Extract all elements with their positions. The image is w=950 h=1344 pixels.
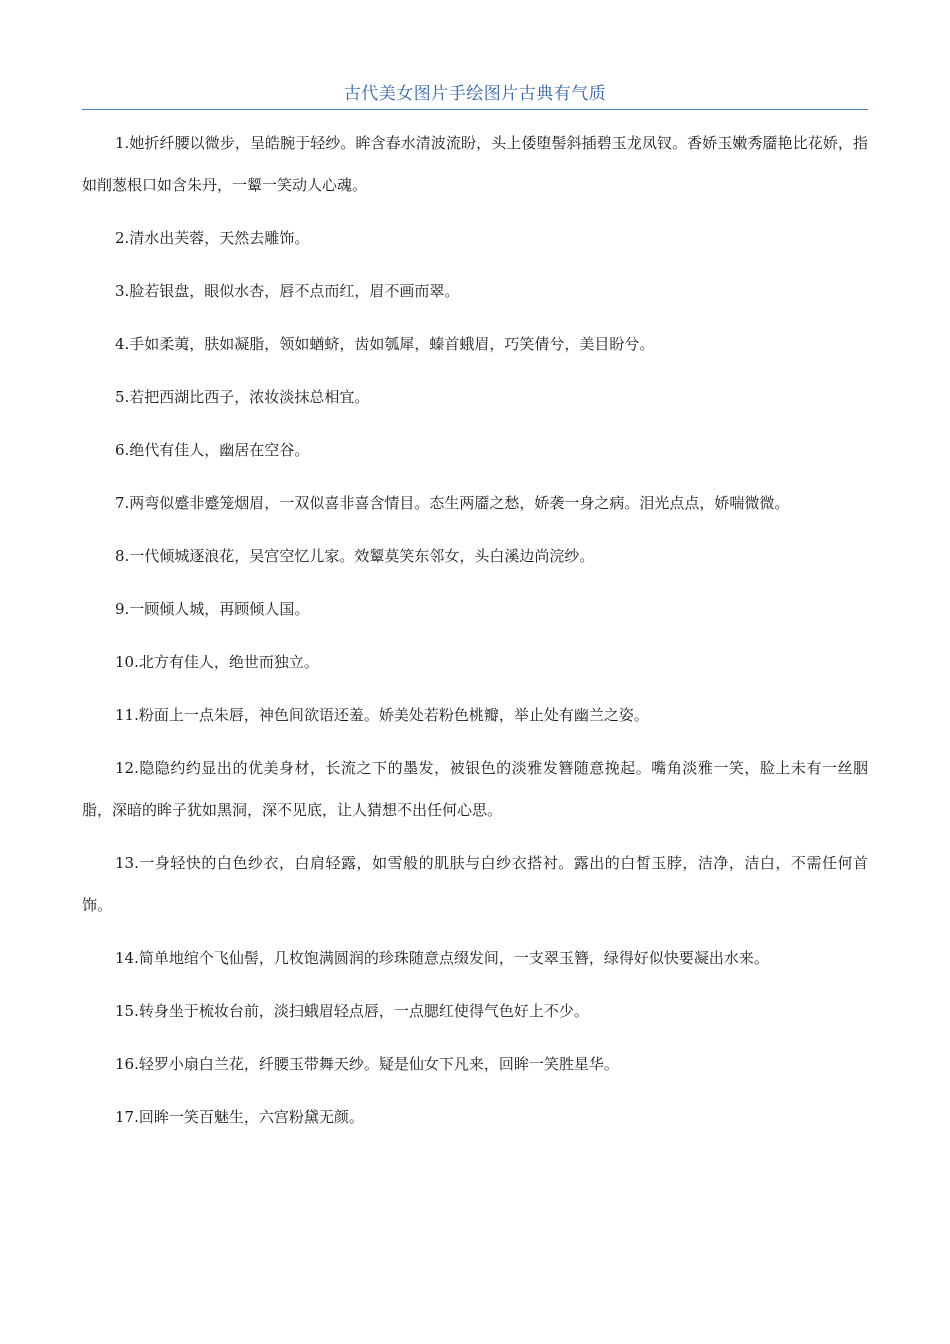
paragraph-13: 13.一身轻快的白色纱衣，白肩轻露，如雪般的肌肤与白纱衣搭衬。露出的白皙玉脖，洁净，洁白，不需任何首饰。: [82, 854, 868, 914]
paragraph-17: 17.回眸一笑百魅生，六宫粉黛无颜。: [115, 1108, 364, 1126]
paragraph-4: 4.手如柔荑，肤如凝脂，领如蝤蛴，齿如瓠犀，螓首蛾眉，巧笑倩兮，美目盼兮。: [115, 335, 655, 353]
paragraph-15: 15.转身坐于梳妆台前，淡扫蛾眉轻点唇，一点腮红使得气色好上不少。: [115, 1002, 589, 1020]
paragraph-12: 12.隐隐约约显出的优美身材，长流之下的墨发，被银色的淡雅发簪随意挽起。嘴角淡雅一笑，脸上未有一丝胭脂，深暗的眸子犹如黑洞，深不见底，让人猜想不出任何心思。: [82, 759, 868, 819]
page-header: [82, 76, 868, 110]
page-title: 古代美女图片手绘图片古典有气质: [343, 84, 607, 104]
paragraph-9: 9.一顾倾人城，再顾倾人国。: [115, 600, 310, 618]
paragraph-16: 16.轻罗小扇白兰花，纤腰玉带舞天纱。疑是仙女下凡来，回眸一笑胜星华。: [115, 1055, 619, 1073]
paragraph-11: 11.粉面上一点朱唇，神色间欲语还羞。娇美处若粉色桃瓣，举止处有幽兰之姿。: [115, 706, 649, 724]
paragraph-3: 3.脸若银盘，眼似水杏，唇不点而红，眉不画而翠。: [115, 282, 460, 300]
paragraph-2: 2.清水出芙蓉，天然去雕饰。: [115, 229, 310, 247]
paragraph-10: 10.北方有佳人，绝世而独立。: [115, 653, 319, 671]
document-body: [82, 122, 868, 1149]
paragraph-14: 14.简单地绾个飞仙髻，几枚饱满圆润的珍珠随意点缀发间，一支翠玉簪，绿得好似快要凝出水来。: [115, 949, 769, 967]
paragraph-7: 7.两弯似蹙非蹙笼烟眉，一双似喜非喜含情目。态生两靥之愁，娇袭一身之病。泪光点点，娇喘微微。: [115, 494, 790, 512]
paragraph-8: 8.一代倾城逐浪花，吴宫空忆儿家。效颦莫笑东邻女，头白溪边尚浣纱。: [115, 547, 595, 565]
paragraph-5: 5.若把西湖比西子，浓妆淡抹总相宜。: [115, 388, 370, 406]
paragraph-6: 6.绝代有佳人，幽居在空谷。: [115, 441, 310, 459]
paragraph-1: 1.她折纤腰以微步，呈皓腕于轻纱。眸含春水清波流盼，头上倭堕髻斜插碧玉龙凤钗。香娇玉嫩秀靥艳比花娇，指如削葱根口如含朱丹，一颦一笑动人心魂。: [82, 134, 868, 194]
